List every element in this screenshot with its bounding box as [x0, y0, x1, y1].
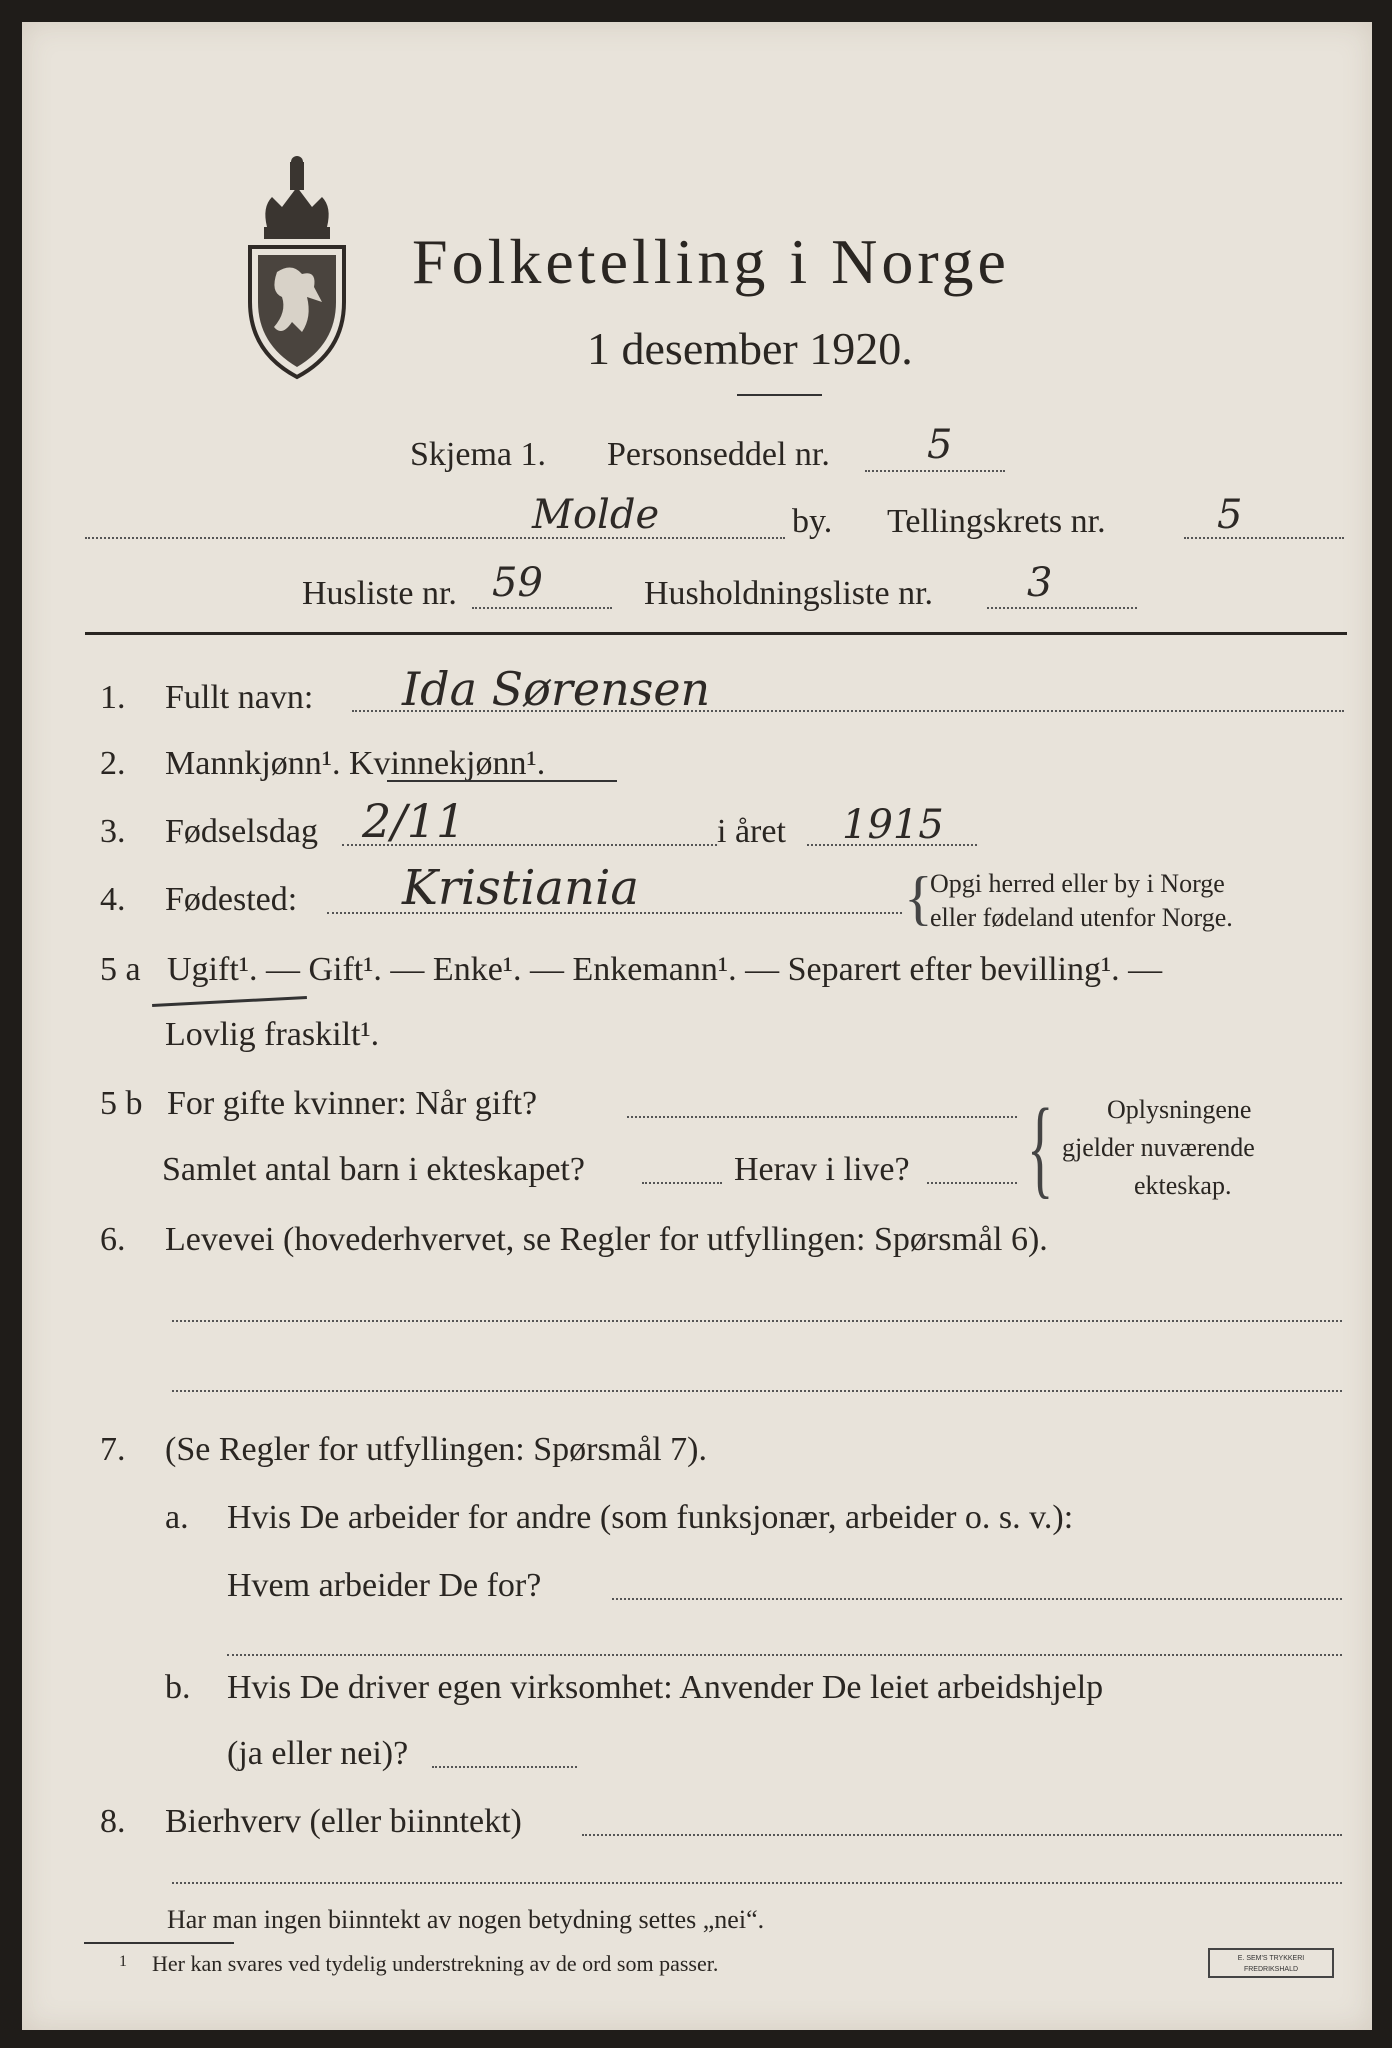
- by-value: Molde: [532, 492, 660, 538]
- q4-note-line2: eller fødeland utenfor Norge.: [930, 903, 1233, 932]
- printer-stamp-line2: FREDRIKSHALD: [1243, 1966, 1299, 1973]
- q4-note-line1: Opgi herred eller by i Norge: [930, 869, 1225, 898]
- q5b-number: 5 b: [100, 1085, 143, 1122]
- q4-value: Kristiania: [402, 860, 639, 916]
- husholdningsliste-label: Husholdningsliste nr.: [644, 575, 934, 612]
- q4-number: 4.: [100, 881, 126, 918]
- footnote-mark: 1: [119, 1953, 127, 1970]
- q8-extra-line: [172, 1882, 1342, 1884]
- q7a-line1: Hvis De arbeider for andre (som funksjonær, arbeider o. s. v.):: [227, 1499, 1074, 1536]
- form-date: 1 desember 1920.: [587, 323, 913, 374]
- q5b-line2a: Samlet antal barn i ekteskapet?: [162, 1151, 585, 1188]
- q7b-line1: Hvis De driver egen virksomhet: Anvender De leiet arbeidshjelp: [227, 1669, 1104, 1706]
- printer-stamp-line1: E. SEM'S TRYKKERI: [1237, 1955, 1305, 1962]
- title-rule: [737, 394, 822, 396]
- printer-stamp: [1208, 1948, 1334, 1978]
- q5a-line2: Lovlig fraskilt¹.: [165, 1016, 380, 1053]
- husliste-label: Husliste nr.: [302, 575, 457, 612]
- q8-label: Bierhverv (eller biinntekt): [165, 1803, 522, 1840]
- q5b-barn-line: [642, 1182, 722, 1184]
- q3-day-value: 2/11: [362, 794, 466, 848]
- q5a-ugift-underline: [152, 996, 307, 1007]
- q5a-line1: Ugift¹. — Gift¹. — Enke¹. — Enkemann¹. — Separert efter bevilling¹. —: [167, 951, 1163, 988]
- by-label: by.: [792, 503, 833, 540]
- q5b-live-line: [927, 1182, 1017, 1184]
- q1-number: 1.: [100, 679, 126, 716]
- q7b-line: [432, 1766, 577, 1768]
- q7a-line: [612, 1598, 1342, 1600]
- q2-underline-kvinnekjonn: [387, 780, 617, 782]
- q7-label: (Se Regler for utfyllingen: Spørsmål 7).: [165, 1431, 708, 1468]
- q1-label: Fullt navn:: [165, 679, 314, 716]
- q6-number: 6.: [100, 1221, 126, 1258]
- husholdningsliste-value: 3: [1027, 560, 1053, 606]
- census-form-page: [22, 22, 1372, 2030]
- tellingskrets-line: [1184, 537, 1344, 539]
- form-title: Folketelling i Norge: [412, 226, 1010, 297]
- skjema-label: Skjema 1.: [410, 436, 546, 473]
- q5b-note1: Oplysningene: [1107, 1095, 1252, 1124]
- q6-label: Levevei (hovederhvervet, se Regler for utfyllingen: Spørsmål 6).: [165, 1221, 1048, 1258]
- q7-number: 7.: [100, 1431, 126, 1468]
- q3-year-value: 1915: [842, 802, 944, 848]
- q6-line2: [172, 1390, 1342, 1392]
- norway-coat-of-arms-icon: [242, 152, 352, 382]
- q5b-note3: ekteskap.: [1134, 1171, 1232, 1200]
- q5b-gift-line: [627, 1116, 1017, 1118]
- personseddel-line: [865, 470, 1005, 472]
- q7a-line2: Hvem arbeider De for?: [227, 1567, 542, 1604]
- q8-number: 8.: [100, 1803, 126, 1840]
- q2-label: Mannkjønn¹. Kvinnekjønn¹.: [165, 745, 546, 782]
- q3-label: Fødselsdag: [165, 813, 318, 850]
- q1-value: Ida Sørensen: [402, 662, 711, 716]
- by-line: [85, 537, 785, 539]
- q8-line: [582, 1834, 1342, 1836]
- husholdningsliste-line: [987, 607, 1137, 609]
- q7a-extra-line: [227, 1654, 1342, 1656]
- q6-line1: [172, 1320, 1342, 1322]
- q7a-letter: a.: [165, 1499, 189, 1536]
- tellingskrets-value: 5: [1217, 492, 1243, 538]
- q5b-line1: For gifte kvinner: Når gift?: [167, 1085, 538, 1122]
- header-rule: [85, 632, 1347, 635]
- personseddel-value: 5: [927, 422, 953, 468]
- tellingskrets-label: Tellingskrets nr.: [887, 503, 1106, 540]
- q8-note: Har man ingen biinntekt av nogen betydning settes „nei“.: [167, 1905, 765, 1934]
- q5a-number: 5 a: [100, 951, 141, 988]
- footnote-rule: [84, 1942, 234, 1944]
- q7b-line2: (ja eller nei)?: [227, 1735, 409, 1772]
- husliste-value: 59: [492, 560, 543, 606]
- q5b-line2b: Herav i live?: [734, 1151, 910, 1188]
- footnote-text: Her kan svares ved tydelig understrekning av de ord som passer.: [152, 1951, 719, 1976]
- q4-label: Fødested:: [165, 881, 298, 918]
- q7b-letter: b.: [165, 1669, 191, 1706]
- q3-number: 3.: [100, 813, 126, 850]
- q5b-note2: gjelder nuværende: [1062, 1133, 1255, 1162]
- q2-number: 2.: [100, 745, 126, 782]
- q3-year-label: i året: [717, 813, 786, 850]
- personseddel-label: Personseddel nr.: [607, 436, 830, 473]
- husliste-line: [472, 607, 612, 609]
- q4-note-brace: {: [904, 865, 933, 931]
- q5b-note-brace: {: [1027, 1086, 1054, 1208]
